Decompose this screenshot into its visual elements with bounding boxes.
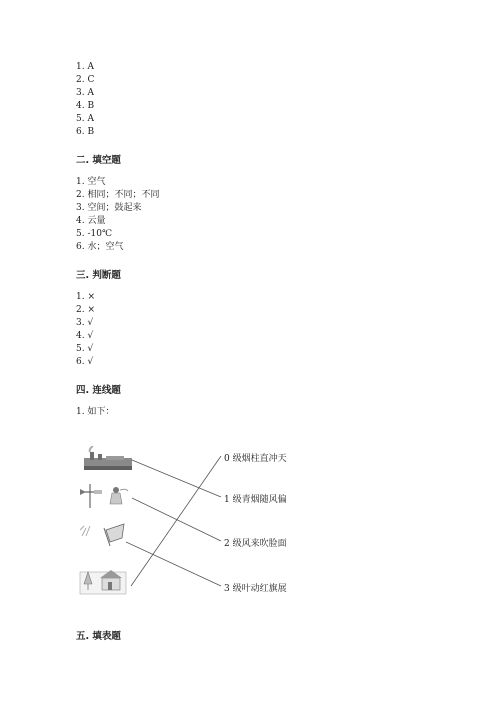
answer-line: 1. A <box>76 62 94 72</box>
answer-line: 2. 相同；不同；不同 <box>76 190 160 200</box>
factory-smoke-image <box>84 446 132 470</box>
wind-vane-person-image <box>80 484 128 508</box>
house-tree-image <box>80 570 126 594</box>
match-line <box>131 456 221 586</box>
answer-line: 3. A <box>76 88 94 98</box>
answer-line: 1. × <box>76 292 95 302</box>
answer-line: 3. 空间；鼓起来 <box>76 203 142 213</box>
section-heading: 四. 连线题 <box>76 385 121 396</box>
answer-line: 6. √ <box>76 357 94 367</box>
answer-line: 2. C <box>76 75 95 85</box>
match-right-label: 3 级叶动红旗展 <box>224 584 287 594</box>
section-heading: 三. 判断题 <box>76 270 121 281</box>
match-line <box>132 498 221 541</box>
answer-line: 5. √ <box>76 344 94 354</box>
answer-line: 1. 如下： <box>76 407 115 417</box>
flag-image <box>80 524 124 546</box>
answer-line: 2. × <box>76 305 95 315</box>
answer-line: 4. 云量 <box>76 216 106 226</box>
answer-line: 5. -10℃ <box>76 229 113 239</box>
answer-line: 5. A <box>76 114 94 124</box>
answer-line: 6. B <box>76 127 95 137</box>
answer-line: 4. B <box>76 101 95 111</box>
answer-line: 4. √ <box>76 331 94 341</box>
match-right-label: 1 级青烟随风偏 <box>224 495 287 505</box>
section-heading: 二. 填空题 <box>76 155 121 166</box>
match-line <box>132 460 221 497</box>
match-right-label: 2 级风来吹脸面 <box>224 539 287 549</box>
match-line <box>126 542 221 586</box>
section-heading: 五. 填表题 <box>76 631 121 642</box>
answer-line: 3. √ <box>76 318 94 328</box>
answer-line: 1. 空气 <box>76 177 106 187</box>
matching-diagram <box>76 446 306 606</box>
match-right-label: 0 级烟柱直冲天 <box>224 454 287 464</box>
answer-line: 6. 水；空气 <box>76 242 124 252</box>
